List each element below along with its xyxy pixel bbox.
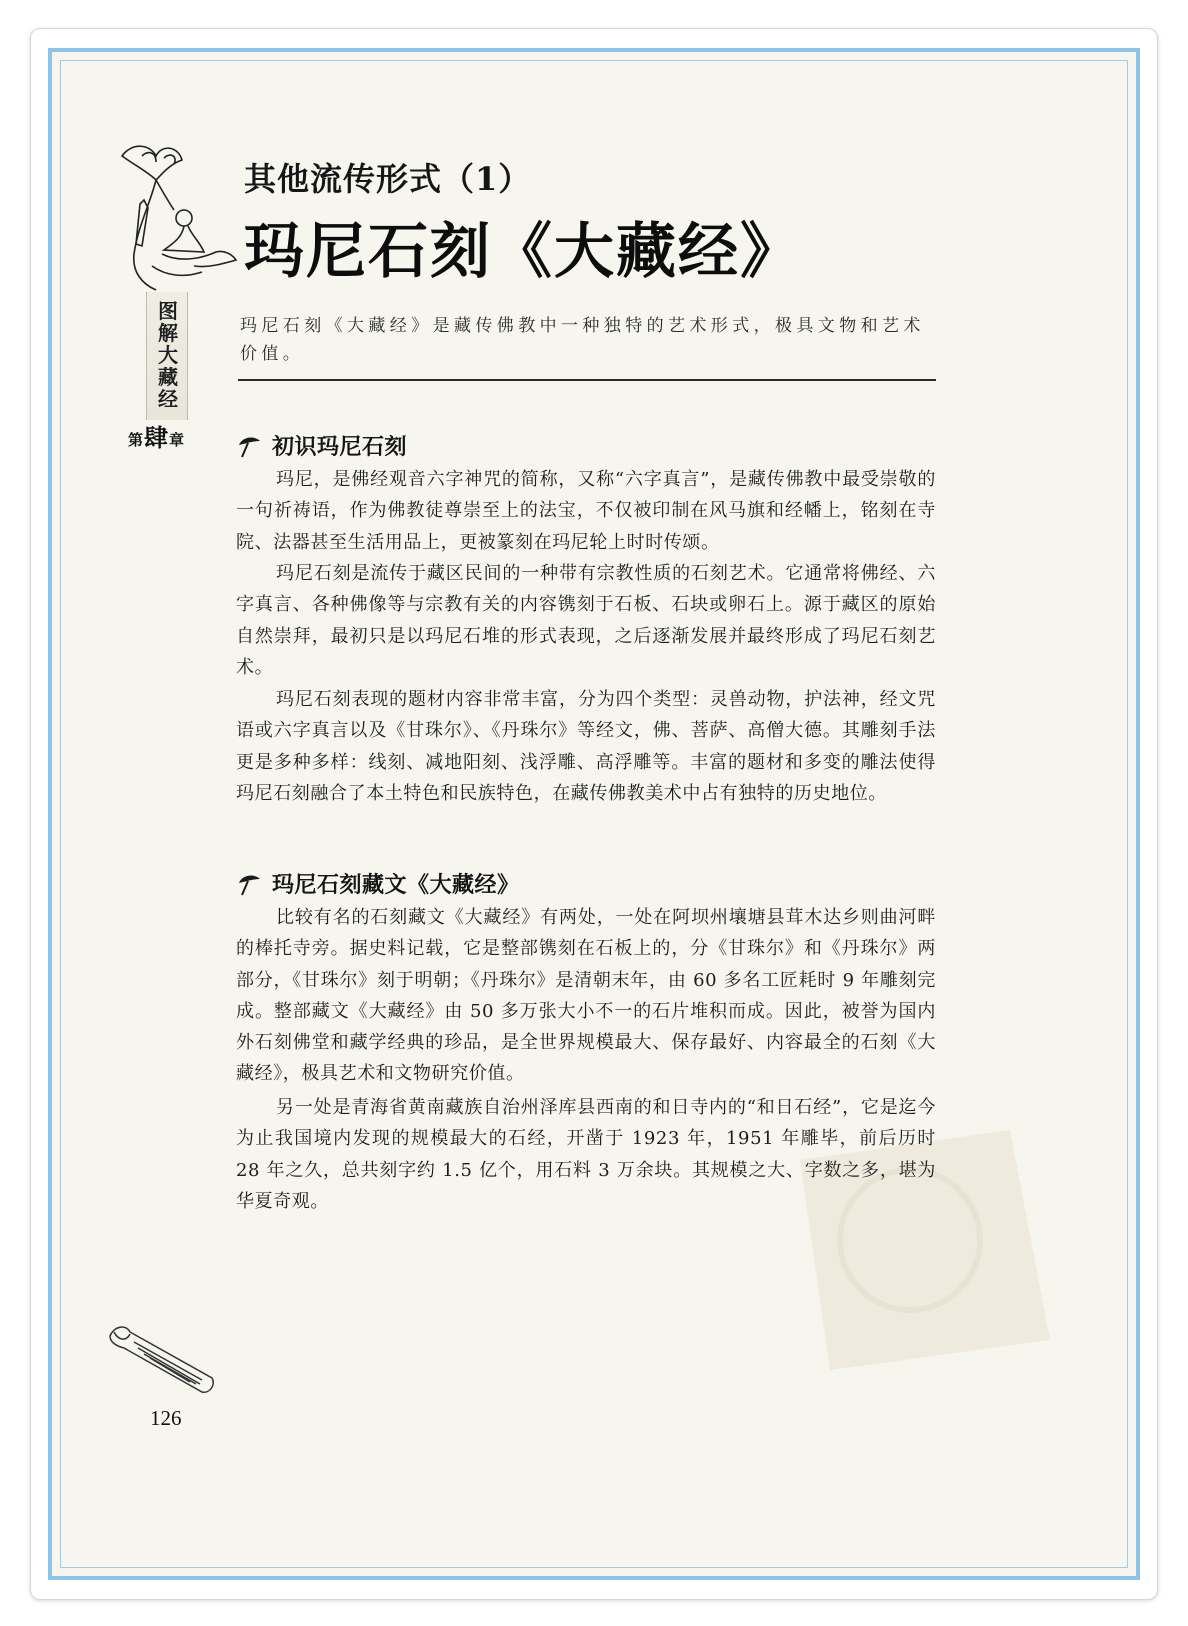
book-title-char: 图 [158, 299, 178, 323]
section-heading [236, 430, 407, 461]
chapter-label [128, 426, 184, 450]
paragraph: 玛尼，是佛经观音六字神咒的简称，又称“六字真言”，是藏传佛教中最受崇敬的一句祈祷语，作为佛教徒尊崇至上的法宝，不仅被印制在风马旗和经幡上，铭刻在寺院、法器甚至生活用品上，更被篆刻在玛尼轮上时时传颂。 [236, 469, 936, 553]
intro-text: 玛尼石刻《大藏经》是藏传佛教中一种独特的艺术形式，极具文物和艺术价值。 [240, 316, 925, 364]
lotus-ornament [112, 134, 242, 304]
section-heading-label: 玛尼石刻藏文《大藏经》 [272, 873, 520, 898]
paragraph: 比较有名的石刻藏文《大藏经》有两处，一处在阿坝州壤塘县茸木达乡则曲河畔的棒托寺旁。据史料记载，它是整部镌刻在石板上的，分《甘珠尔》和《丹珠尔》两部分，《甘珠尔》刻于明朝；《丹珠尔》是清朝末年，由 60 多名工匠耗时 9 年雕刻完成。整部藏文《大藏经》由 50 多万张大小不一的石片堆积而成。因此，被誉为国内外石刻佛堂和藏学经典的珍品，是全世界规模最大、保存最好、内容最全的石刻《大藏经》，极具艺术和文物研究价值。 [236, 907, 936, 1085]
page-title: 玛尼石刻《大藏经》 [244, 217, 802, 287]
book-title-vertical [150, 300, 186, 410]
page-subtitle: 其他流传形式（1） [244, 160, 532, 198]
section-heading [236, 868, 520, 899]
umbrella-bullet-icon [236, 433, 262, 459]
book-title-char: 解 [158, 321, 178, 345]
chapter-number: 肆 [144, 424, 169, 452]
page-number: 126 [150, 1406, 182, 1430]
scroll-icon [104, 1312, 222, 1402]
chapter-prefix: 第 [128, 431, 144, 449]
book-title-char: 经 [158, 387, 178, 411]
paragraph: 玛尼石刻表现的题材内容非常丰富，分为四个类型：灵兽动物，护法神，经文咒语或六字真言以及《甘珠尔》、《丹珠尔》等经文，佛、菩萨、高僧大德。其雕刻手法更是多种多样：线刻、减地阳刻、浅浮雕、高浮雕等。丰富的题材和多变的雕法使得玛尼石刻融合了本土特色和民族特色，在藏传佛教美术中占有独特的历史地位。 [236, 689, 936, 804]
umbrella-bullet-icon [236, 871, 262, 897]
paragraph: 另一处是青海省黄南藏族自治州泽库县西南的和日寺内的“和日石经”，它是迄今为止我国境内发现的规模最大的石经，开凿于 1923 年，1951 年雕毕，前后历时 28 年之久，总共刻字约 1.5 亿个，用石料 3 万余块。其规模之大、字数之多，堪为华夏奇观。 [236, 1097, 936, 1212]
chapter-suffix: 章 [169, 431, 185, 449]
book-title-char: 藏 [158, 365, 178, 389]
book-title-char: 大 [158, 343, 178, 367]
intro-divider [238, 379, 936, 381]
section-heading-label: 初识玛尼石刻 [272, 435, 408, 460]
paragraph: 玛尼石刻是流传于藏区民间的一种带有宗教性质的石刻艺术。它通常将佛经、六字真言、各种佛像等与宗教有关的内容镌刻于石板、石块或卵石上。源于藏区的原始自然崇拜，最初只是以玛尼石堆的形式表现，之后逐渐发展并最终形成了玛尼石刻艺术。 [236, 563, 936, 678]
